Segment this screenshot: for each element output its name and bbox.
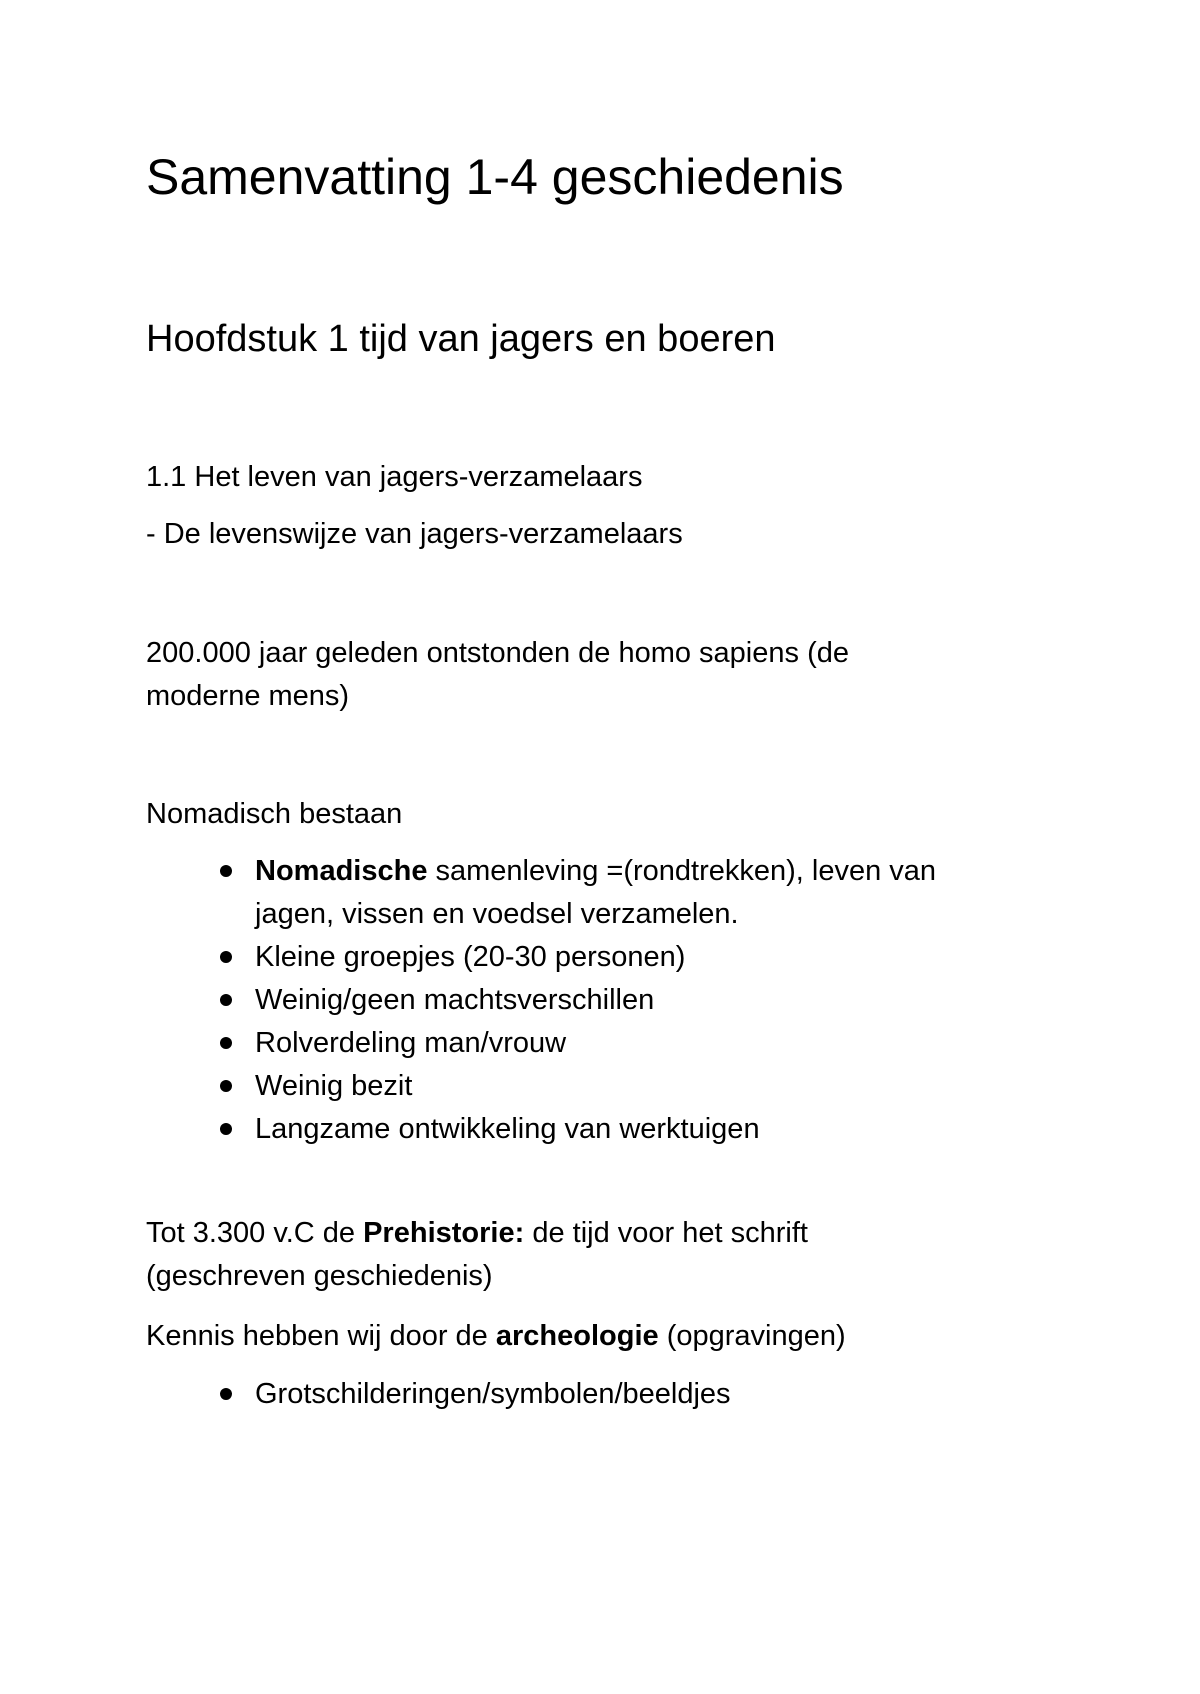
homo-sapiens-line-1: 200.000 jaar geleden ontstonden de homo sapiens (de xyxy=(146,637,849,669)
document-title: Samenvatting 1-4 geschiedenis xyxy=(146,149,844,205)
homo-sapiens-paragraph xyxy=(146,632,849,718)
list-item-line-1 xyxy=(255,850,1055,893)
knowledge-paragraph xyxy=(146,1315,846,1358)
bullet-icon xyxy=(220,1037,232,1049)
homo-sapiens-line-2: moderne mens) xyxy=(146,680,350,712)
subsection-heading: - De levenswijze van jagers-verzamelaars xyxy=(146,518,683,550)
list-item-text: Grotschilderingen/symbolen/beeldjes xyxy=(255,1378,731,1410)
list-item xyxy=(215,1108,1055,1151)
prehistory-suffix: de tijd voor het schrift xyxy=(524,1217,808,1249)
list-item xyxy=(215,1373,1055,1416)
knowledge-prefix: Kennis hebben wij door de xyxy=(146,1320,496,1352)
bullet-icon xyxy=(220,994,232,1006)
prehistory-line-2: (geschreven geschiedenis) xyxy=(146,1260,493,1292)
list-item-line-2: jagen, vissen en voedsel verzamelen. xyxy=(255,898,739,930)
list-item-text: Langzame ontwikkeling van werktuigen xyxy=(255,1113,760,1145)
bold-term: archeologie xyxy=(495,1320,659,1352)
knowledge-bullet-list xyxy=(215,1373,1055,1416)
list-item xyxy=(215,850,1055,936)
section-heading: 1.1 Het leven van jagers-verzamelaars xyxy=(146,461,643,493)
list-item-text: Weinig bezit xyxy=(255,1070,413,1102)
bullet-icon xyxy=(220,951,232,963)
bullet-icon xyxy=(220,1123,232,1135)
nomadic-heading: Nomadisch bestaan xyxy=(146,798,403,830)
list-item-text: Rolverdeling man/vrouw xyxy=(255,1027,567,1059)
prehistory-line-1 xyxy=(146,1212,808,1255)
prehistory-prefix: Tot 3.300 v.C de xyxy=(146,1217,364,1249)
bold-term: Prehistorie: xyxy=(363,1217,525,1249)
knowledge-suffix: (opgravingen) xyxy=(658,1320,846,1352)
list-item xyxy=(215,979,1055,1022)
bullet-icon xyxy=(220,1080,232,1092)
list-item xyxy=(215,936,1055,979)
chapter-heading: Hoofdstuk 1 tijd van jagers en boeren xyxy=(146,318,776,360)
list-item-text: samenleving =(rondtrekken), leven van xyxy=(427,855,937,887)
list-item-text: Weinig/geen machtsverschillen xyxy=(255,984,655,1016)
list-item xyxy=(215,1022,1055,1065)
bullet-icon xyxy=(220,1388,232,1400)
list-item-text: Kleine groepjes (20-30 personen) xyxy=(255,941,686,973)
list-item xyxy=(215,1065,1055,1108)
bold-term: Nomadische xyxy=(255,855,428,887)
prehistory-paragraph xyxy=(146,1212,808,1298)
nomadic-bullet-list xyxy=(215,850,1055,1151)
bullet-icon xyxy=(220,865,232,877)
